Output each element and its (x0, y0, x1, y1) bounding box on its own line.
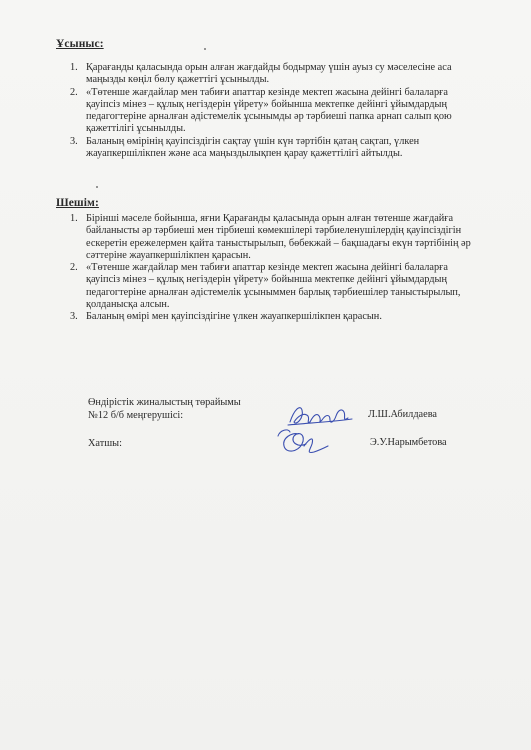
proposal-item-text: Баланың өмірінің қауіпсіздігін сақтау үшін күн тәртібін қатаң сақтап, үлкен жауапкершілікпен және аса маңыздылықпен қарау қажеттілігі айтылды. (86, 135, 420, 160)
speck (96, 186, 98, 188)
decision-list (70, 213, 480, 324)
secretary-name: Э.У.Нарымбетова (370, 437, 447, 448)
decision-item-text: Бірінші мәселе бойынша, яғни Қарағанды қаласында орын алған төтенше жағдайға байланысты әр тәрбиеші мен тірбиеші көмекшілері тәрбиеленушілердің қауіпсіздігін ескеретін ережелермен қайта таныстырылып, бөбекжай – бақшадағы екүн тәртібінің әр сәттеріне жауапкершілікпен қарасын. (86, 213, 471, 261)
decision-item-number: 2. (70, 262, 78, 274)
proposal-list (70, 62, 480, 160)
proposal-item (70, 62, 480, 87)
proposal-item (70, 136, 480, 161)
decision-item (70, 262, 480, 311)
decision-item-number: 1. (70, 213, 78, 224)
chair-position-line: №12 б/б меңгерушісі: (88, 410, 184, 421)
decision-item-text: Баланың өмірі мен қауіпсіздігіне үлкен жауапкершілікпен қарасын. (86, 311, 382, 323)
chair-name: Л.Ш.Абилдаева (368, 409, 437, 420)
chair-title (88, 396, 241, 422)
decision-heading: Шешім: (56, 197, 99, 209)
handwritten-signature (268, 392, 368, 464)
decision-item-text: «Төтенше жағдайлар мен табиғи апаттар кезінде мектеп жасына дейінгі балаларға қауіпсіз мінез – құлық негіздерін үйрету» бойынша мектепке дейінгі ұйымдардың педагогтеріне арналған әдістемелік ұсыныммен барлық тәрбиешілер таныстырылып, қолданысқа алсын. (86, 262, 461, 311)
decision-item (70, 311, 480, 323)
speck (204, 48, 206, 50)
secretary-label: Хатшы: (88, 438, 122, 449)
proposal-item-number: 1. (70, 62, 78, 73)
decision-item-number: 3. (70, 311, 78, 323)
proposal-item-number: 3. (70, 135, 78, 147)
proposal-item-text: «Төтенше жағдайлар мен табиғи апаттар кезінде мектеп жасына дейінгі балаларға қауіпсіз мінез – құлық негіздерін үйрету» бойынша мектепке дейінгі ұйымдардың педагогтеріне арналған әдістемелік ұсынымды әр тәрбиеші папка арнап салып қою қажеттілігі ұсынылды. (86, 86, 452, 135)
proposal-item-number: 2. (70, 86, 78, 98)
chair-title-line: Өндірістік жиналыстың төрайымы (88, 397, 241, 408)
proposal-heading: Ұсыныс: (56, 38, 104, 50)
decision-item (70, 213, 480, 262)
proposal-item (70, 87, 480, 136)
proposal-item-text: Қарағанды қаласында орын алған жағдайды бодырмау үшін ауыз су мәселесіне аса маңызды көңіл бөлу қажеттігі ұсынылды. (86, 62, 452, 86)
